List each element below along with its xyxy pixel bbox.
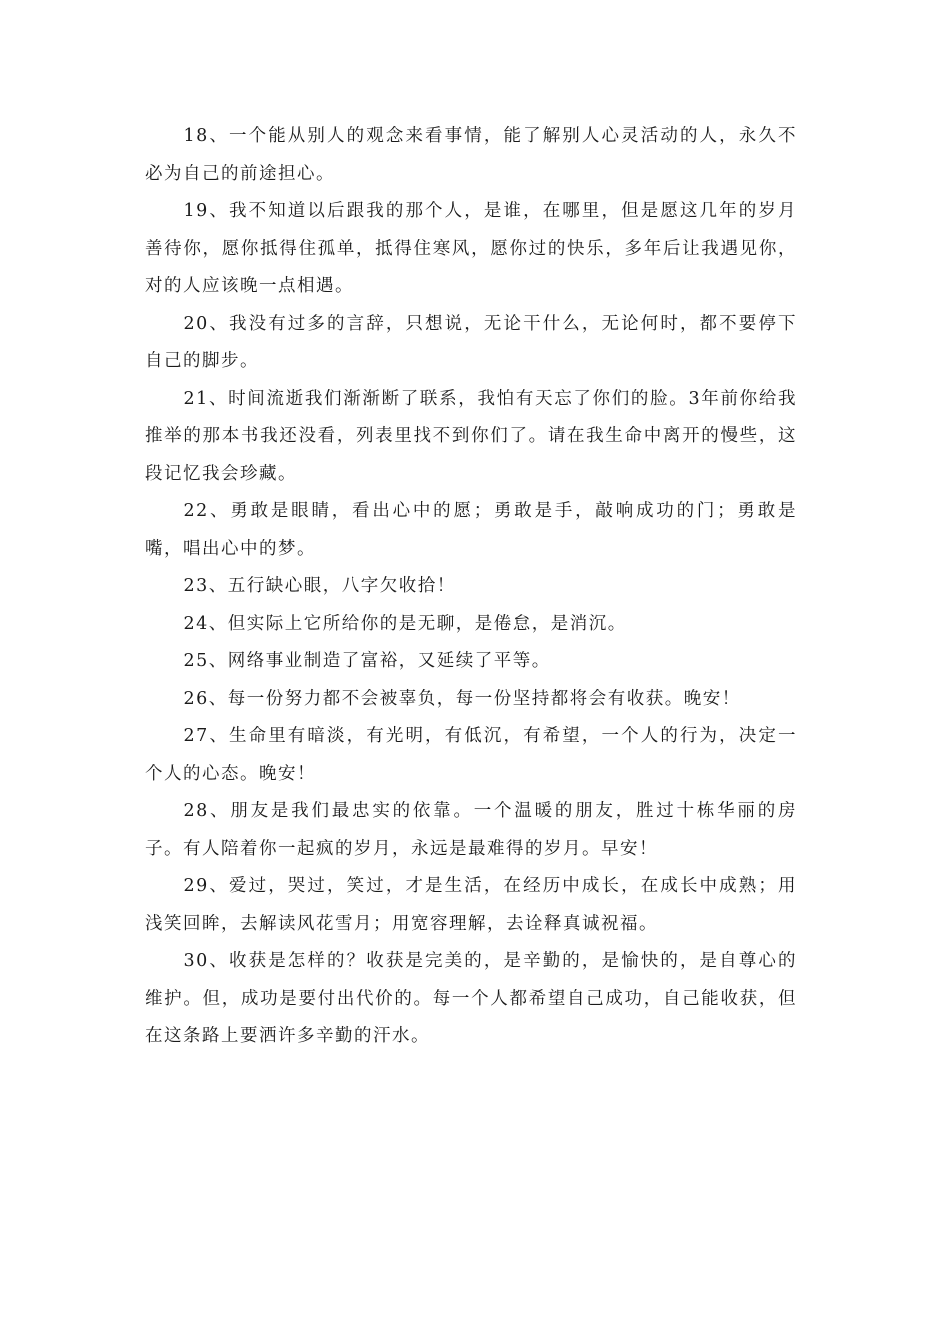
- paragraph-24: 24、但实际上它所给你的是无聊，是倦怠，是消沉。: [183, 613, 627, 634]
- paragraph-26: 26、每一份努力都不会被辜负，每一份坚持都将会有收获。晚安！: [183, 688, 741, 709]
- paragraph-25: 25、网络事业制造了富裕，又延续了平等。: [183, 651, 551, 671]
- paragraph-27: 27、生命里有暗淡，有光明，有低沉，有希望，一个人的行为，决定一个人的心态。晚安！: [145, 726, 797, 784]
- document-body: [145, 118, 797, 1056]
- paragraph-29: 29、爱过，哭过，笑过，才是生活，在经历中成长，在成长中成熟；用浅笑回眸，去解读风花雪月；用宽容理解，去诠释真诚祝福。: [145, 876, 797, 934]
- paragraph-23: 23、五行缺心眼，八字欠收拾！: [183, 576, 456, 596]
- paragraph-20: 20、我没有过多的言辞，只想说，无论干什么，无论何时，都不要停下自己的脚步。: [145, 313, 797, 371]
- paragraph-18: 18、一个能从别人的观念来看事情，能了解别人心灵活动的人，永久不必为自己的前途担心。: [145, 126, 797, 184]
- paragraph-22: 22、勇敢是眼睛，看出心中的愿；勇敢是手，敲响成功的门；勇敢是嘴，唱出心中的梦。: [145, 501, 797, 559]
- paragraph-19: 19、我不知道以后跟我的那个人，是谁，在哪里，但是愿这几年的岁月善待你，愿你抵得住孤单，抵得住寒风，愿你过的快乐，多年后让我遇见你，对的人应该晚一点相遇。: [145, 201, 797, 296]
- paragraph-30: 30、收获是怎样的？收获是完美的，是辛勤的，是愉快的，是自尊心的维护。但，成功是要付出代价的。每一个人都希望自己成功，自己能收获，但在这条路上要洒许多辛勤的汗水。: [145, 951, 797, 1046]
- paragraph-21: 21、时间流逝我们渐渐断了联系，我怕有天忘了你们的脸。3年前你给我推举的那本书我还没看，列表里找不到你们了。请在我生命中离开的慢些，这段记忆我会珍藏。: [145, 388, 797, 484]
- paragraph-28: 28、朋友是我们最忠实的依靠。一个温暖的朋友，胜过十栋华丽的房子。有人陪着你一起疯的岁月，永远是最难得的岁月。早安！: [145, 801, 797, 859]
